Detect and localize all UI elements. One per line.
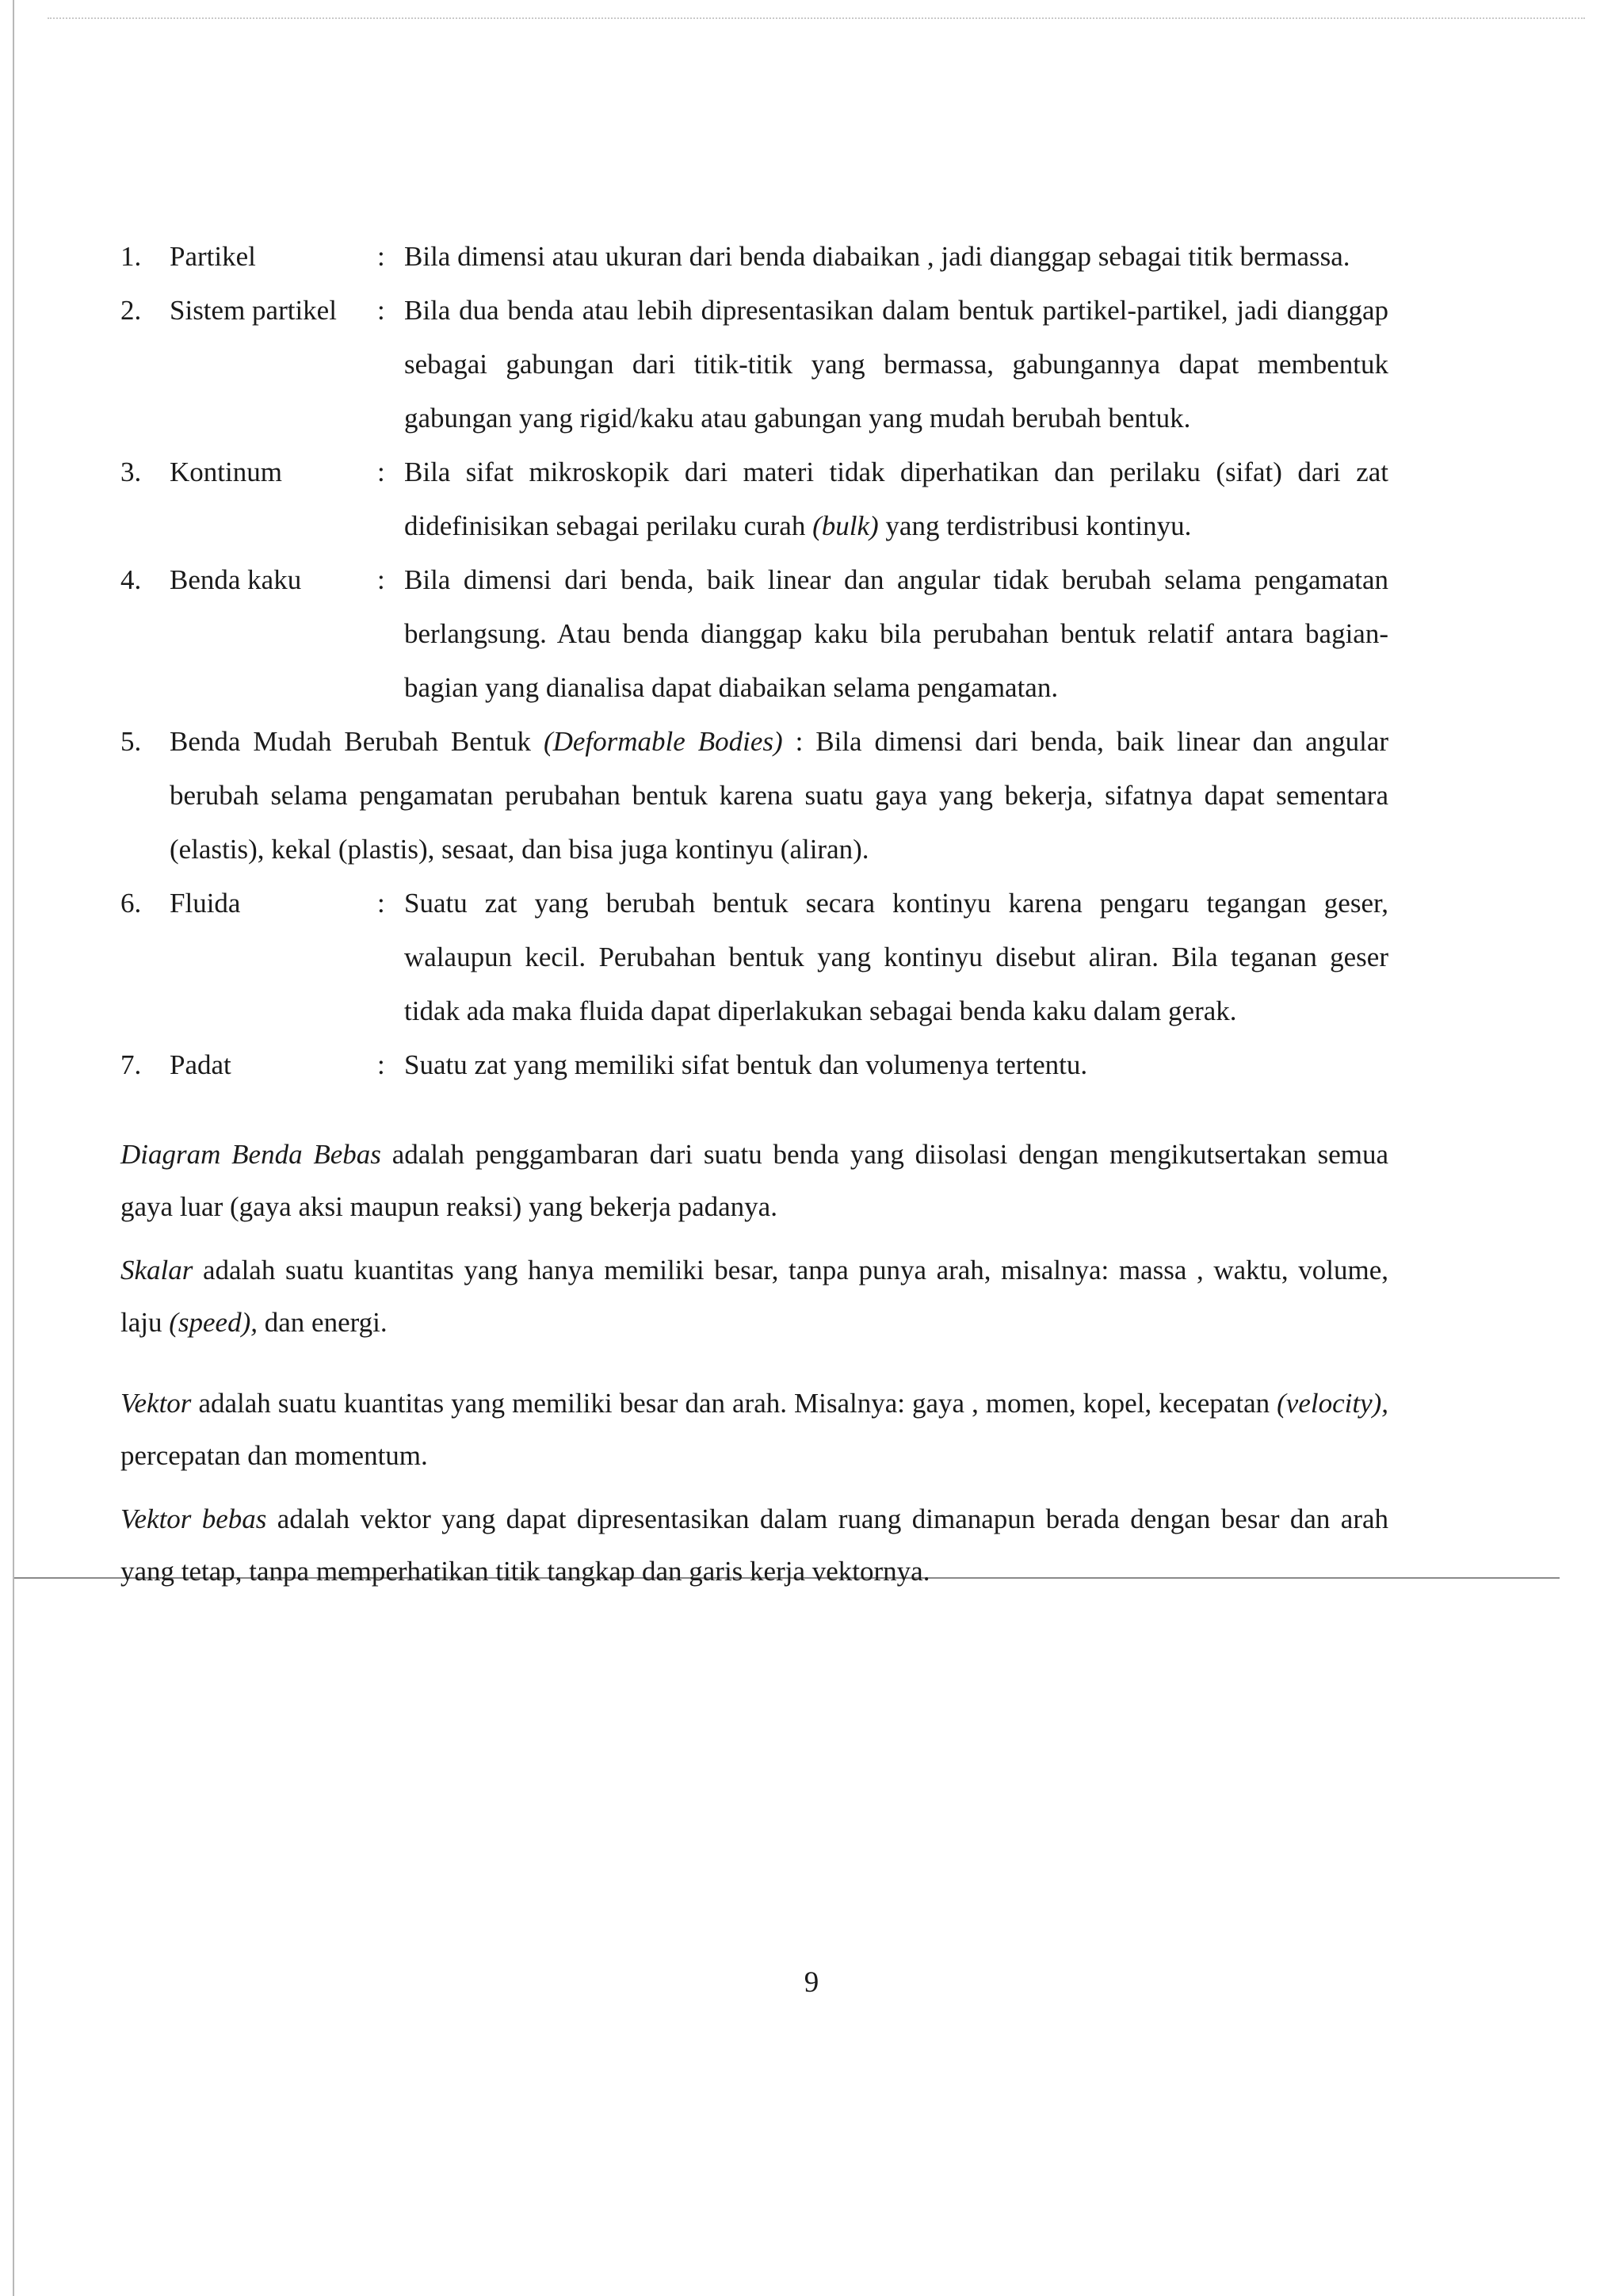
definition-item-benda-mudah-berubah-bentuk (120, 715, 1388, 877)
definition-item-sistem-partikel (120, 284, 1388, 445)
item-colon: : (377, 457, 385, 487)
paragraph-skalar (120, 1244, 1388, 1349)
item-term: Sistem partikel (170, 295, 337, 326)
scan-top-dots (48, 17, 1585, 19)
paragraph-term: Skalar (120, 1255, 193, 1286)
item-term: Benda kaku (170, 564, 302, 595)
item-term: Padat (170, 1049, 231, 1080)
item-text: Suatu zat yang berubah bentuk secara kontinyu karena pengaru tegangan geser, walaupun kecil. Perubahan bentuk yang kontinyu disebut aliran. Bila teganan geser tidak ada maka fluida dapat diperlakukan sebagai benda kaku dalam gerak. (404, 888, 1388, 1026)
item-number: 5. (120, 726, 142, 757)
paragraph-vektor-bebas (120, 1493, 1388, 1598)
definition-item-padat (120, 1038, 1388, 1092)
item-text: Bila dimensi dari benda, baik linear dan angular berubah selama pengamatan perubahan bentuk karena suatu gaya yang bekerja, sifatnya dapat sementara (elastis), kekal (plastis), sesaat, dan bisa juga kontinyu (aliran). (170, 726, 1389, 865)
item-text-part: yang terdistribusi kontinyu. (885, 510, 1192, 541)
paragraph-diagram-benda-bebas (120, 1129, 1388, 1233)
item-term-emphasis: (Deformable Bodies) (543, 726, 783, 757)
paragraph-text: dan energi. (264, 1307, 388, 1338)
item-colon: : (377, 1049, 385, 1080)
item-term: Benda Mudah Berubah Bentuk (170, 726, 532, 757)
page-number: 9 (804, 1966, 819, 1999)
item-colon: : (377, 564, 385, 595)
paragraph-text: adalah vektor yang dapat dipresentasikan dalam ruang dimanapun berada dengan besar dan arah yang tetap, tanpa memperhatikan titik tangkap dan garis kerja vektornya. (120, 1503, 1389, 1587)
item-colon: : (377, 241, 385, 272)
page-content (120, 230, 1388, 1598)
item-term: Partikel (170, 241, 256, 272)
item-term: Kontinum (170, 457, 282, 487)
item-colon: : (377, 888, 385, 919)
item-number: 2. (120, 295, 142, 326)
definition-item-partikel (120, 230, 1388, 284)
item-number: 4. (120, 564, 142, 595)
definition-item-fluida (120, 877, 1388, 1038)
item-text: Bila dimensi atau ukuran dari benda diabaikan , jadi dianggap sebagai titik bermassa. (404, 241, 1350, 272)
item-text: Suatu zat yang memiliki sifat bentuk dan volumenya tertentu. (404, 1049, 1088, 1080)
item-colon: : (795, 726, 804, 757)
paragraph-term: Diagram Benda Bebas (120, 1139, 381, 1170)
paragraph-vektor (120, 1377, 1388, 1482)
scan-left-border (13, 0, 14, 2296)
paragraph-text: adalah suatu kuantitas yang memiliki besar dan arah. Misalnya: gaya , momen, kopel, kecepatan (198, 1388, 1270, 1419)
item-text-emphasis: (bulk) (812, 510, 879, 541)
item-number: 1. (120, 241, 142, 272)
item-number: 3. (120, 457, 142, 487)
paragraph-term: Vektor (120, 1388, 192, 1419)
paragraph-text: adalah penggambaran dari suatu benda yang diisolasi dengan mengikutsertakan semua gaya luar (gaya aksi maupun reaksi) yang bekerja padanya. (120, 1139, 1388, 1222)
item-number: 7. (120, 1049, 142, 1080)
item-term: Fluida (170, 888, 241, 919)
paragraph-emphasis: (speed), (169, 1307, 258, 1338)
item-text (404, 445, 1388, 553)
definition-item-kontinum (120, 445, 1388, 553)
item-text: Bila dua benda atau lebih dipresentasikan dalam bentuk partikel-partikel, jadi dianggap sebagai gabungan dari titik-titik yang bermassa, gabungannya dapat membentuk gabungan yang rigid/kaku atau gabungan yang mudah berubah bentuk. (404, 295, 1388, 434)
item-number: 6. (120, 888, 142, 919)
paragraph-text: adalah suatu kuantitas yang hanya memiliki besar, tanpa punya arah, misalnya: massa , waktu, volume, laju (120, 1255, 1388, 1338)
paragraph-term: Vektor bebas (120, 1503, 267, 1534)
item-colon: : (377, 295, 385, 326)
item-text-part: Bila sifat mikroskopik dari materi tidak diperhatikan dan perilaku (sifat) dari zat didefinisikan sebagai perilaku curah (404, 457, 1388, 541)
item-text: Bila dimensi dari benda, baik linear dan angular tidak berubah selama pengamatan berlangsung. Atau benda dianggap kaku bila perubahan bentuk relatif antara bagian-bagian yang dianalisa dapat diabaikan selama pengamatan. (404, 564, 1388, 703)
definition-item-benda-kaku (120, 553, 1388, 715)
paragraph-text: percepatan dan momentum. (120, 1440, 428, 1471)
paragraph-emphasis: (velocity), (1277, 1388, 1389, 1419)
item-body (170, 715, 1388, 877)
